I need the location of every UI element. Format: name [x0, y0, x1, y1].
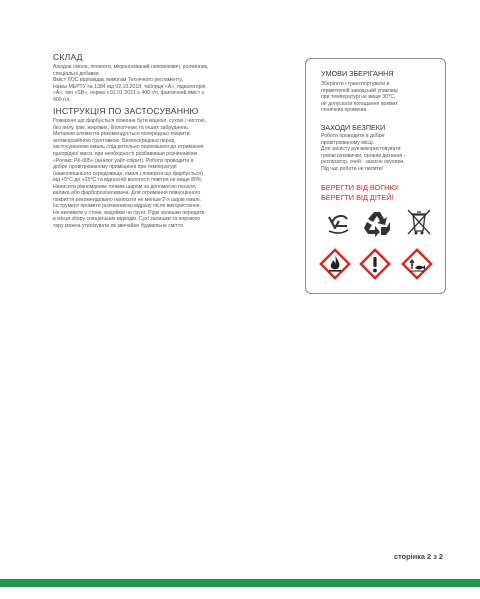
- crossed-bin-icon: [406, 207, 432, 237]
- composition-text: Алкідна смола, пігменти, мікронізований наповнювач, розчинник, спеціальні добавки. Вміст ЛОС відповідає вимогам Технічного регламенту, Наказ МЕРТУ № 1394 від 02.10.2018: таблиця «A», підкатегорія «А», тип «SB», норма з 01.01.2021 ≤ 400 г/л, фактичний вміст ≤ 400 г/л.: [53, 64, 209, 103]
- flammable-hazard-icon: [318, 247, 352, 281]
- storage-safety-box: [305, 58, 446, 294]
- recycling-icon: [362, 208, 392, 238]
- safety-text: Роботи проводити в добре провітрюваному місці. Для захисту рук використовувати гумові рукавички, органів дихання – респіратор, очей - захисні окуляри. Під час роботи не палити!: [321, 133, 407, 172]
- left-column: [53, 52, 275, 230]
- storage-text: Зберігати і транспортувати в герметичній заводській упаковці при температурі не вище 30°С, не допускати попадання прямих сонячних променів.: [321, 81, 398, 113]
- safety-warning: БЕРЕГТИ ВІД ВОГНЮ! БЕРЕГТИ ВІД ДІТЕЙ!: [321, 183, 399, 202]
- exclamation-hazard-icon: [358, 247, 392, 281]
- environment-hazard-icon: [400, 247, 434, 281]
- footer-bar: [0, 579, 480, 587]
- instructions-text: Поверхня що фарбується повинна бути міцною, сухою і чистою, без пилу, іржі, жирових, біологічних та інших забруднень. Металеві елементи рекомендується попередньо покрити антикорозійною ґрунтовкою. Безпосередньо перед застосуванням емаль слід ретельно перемішати до отримання однорідної маси, при необхідності розбавивши розчинником «Ролакс РК-005» (аналог уайт-спірит). Роботи проводити в добре провітрюваному приміщенні при температурі (навколишнього середовища, емалі і поверхні що фарбується) від +5°С до +25°С та відносній вологості повітря не вище 80%. Наносити рівномірним тонким шаром за допомогою пензля, валика або фарборозпилювача. Для отримання повноцінного покриття рекомендовано наносити не менше 2-х шарів емалі. Інструмент промити розчинником відразу після використання. Не виливати у стоки, водойми чи ґрунт. Рідкі залишки передати в місця збору спеціальних відходів. Сухі залишки та порожню тару можна утилізувати як звичайне будівельне сміття.: [53, 118, 206, 230]
- conformity-mark-icon: [324, 209, 352, 237]
- storage-heading: УМОВИ ЗБЕРІГАННЯ: [321, 69, 394, 78]
- safety-heading: ЗАХОДИ БЕЗПЕКИ: [321, 123, 386, 132]
- composition-heading: СКЛАД: [53, 52, 83, 62]
- instructions-heading: ІНСТРУКЦІЯ ПО ЗАСТОСУВАННЮ: [53, 106, 199, 117]
- page-number: сторінка 2 з 2: [394, 552, 444, 561]
